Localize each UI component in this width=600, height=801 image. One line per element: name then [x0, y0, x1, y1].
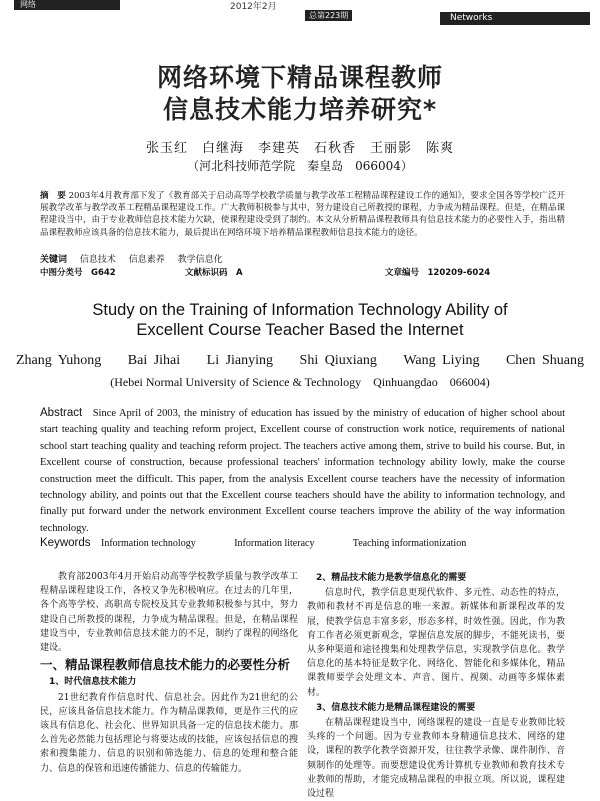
- body-right-column: [307, 570, 565, 801]
- subsection-heading: 2、精品技术能力是教学信息化的需要: [316, 573, 467, 583]
- body-paragraph: 在精品课程建设当中，网络课程的建设一直是专业教师比较头疼的一个问题。因为专业教师本身精通信息技术、网络的建设，课程的教学化教学资源开发，往往教学录像、课件制作、音频制作的处理等。而要想建设优秀计算机专业教师和教育技术专业教师的帮助，才能完成精品课程的申报立项。所以说，课程建设过程: [307, 718, 565, 800]
- abstract-cn-text: 2003年4月教育部下发了《教育部关于启动高等学校教学质量与教学改革工程精品课程建设工作的通知》，要求全国各等学校广泛开展教学改革与教学改革工程精品课程建设工作。广大教师积极参与其中，努力建设自己所教授的课程，力争成为精品课程。但是，在精品课程建设当中，由于专业教师信息技术能力欠缺，使课程建设受到了制约。本文从分析精品课程教师具有信息技术能力的必要性入手，指出精品课程教师应该具备的信息技术能力，最后提出在网络环境下培养精品课程教师信息技术能力的途径。: [40, 191, 565, 238]
- author-en: Bai Jihai: [127, 353, 181, 368]
- section-label: Networks: [440, 12, 590, 25]
- abstract-en: [40, 405, 565, 537]
- keyword-en: Information technology: [101, 538, 196, 549]
- authors-en: [0, 353, 600, 369]
- authors-cn: 张玉红 白继海 李建英 石秋香 王丽影 陈爽: [145, 141, 454, 156]
- keyword-en: Teaching informationization: [352, 538, 467, 549]
- keyword-cn: 信息技术: [79, 255, 116, 265]
- keywords-cn: [40, 252, 223, 265]
- body-paragraph: 21世纪教育作信息时代、信息社会。因此作为21世纪的公民，应该具备信息技术能力。作为精品课教师，更是作三代的应该具有信息化、社会化、世界知识具备一定的信息技术能力。那么首先必然能力包括理论与将要达成的技能，应该包括信息的搜索和搜集能力、信息的识别和筛选能力、信息的处理和整合能力、信息的保管和迅速传播能力、信息的传输能力。: [40, 692, 298, 774]
- keyword-cn: 信息素养: [128, 255, 165, 265]
- journal-mark: 网络: [14, 0, 120, 10]
- author-en: Zhang Yuhong: [15, 353, 102, 368]
- author-en: Li Jianying: [206, 353, 274, 368]
- affiliation-cn: （河北科技师范学院 秦皇岛 066004）: [187, 159, 413, 173]
- title-en: [0, 300, 600, 340]
- author-en: Chen Shuang: [505, 353, 585, 368]
- subsection-heading: 1、时代信息技术能力: [49, 677, 137, 688]
- body-paragraph: 信息时代，教学信息更现代软件、多元性、动态性的特点，教师和教材不再是信息的唯一来源。新媒体和新课程改革的发展，使教学信息丰富多彩，形态多样，时效性强。因此，作为教育工作者必须更新观念，掌握信息发展的脚步，不能死读书，要从多种渠道和途径搜集和处理教学信息，实现教学信息化。教学信息化的基本特征是数字化、网络化、智能化和多媒体化，精品课教师要学会处理文本、声音、图片、视频、动画等多媒体素材。: [307, 588, 565, 698]
- keywords-cn-label: 关键词: [40, 255, 68, 265]
- keyword-cn: 教学信息化: [177, 255, 223, 265]
- keyword-en: Information literacy: [234, 538, 315, 549]
- abstract-cn: [40, 190, 565, 239]
- title-en-line2: Excellent Course Teacher Based the Internet: [136, 321, 464, 339]
- abstract-cn-label: 摘 要: [40, 191, 66, 201]
- page-header: [0, 0, 600, 23]
- title-cn-line2: 信息技术能力培养研究*: [162, 95, 438, 124]
- issue-number: 总第223期: [305, 10, 352, 21]
- keywords-en-label: Keywords: [40, 537, 91, 549]
- affiliation-en: (Hebei Normal University of Science & Technology Qinhuangdao 066004): [110, 375, 490, 389]
- section-heading: 一、精品课程教师信息技术能力的必要性分析: [40, 657, 291, 673]
- document-code: 文献标识码 A: [185, 268, 243, 278]
- author-en: Wang Liying: [403, 353, 480, 368]
- abstract-en-label: Abstract: [40, 407, 83, 419]
- author-en: Shi Qiuxiang: [299, 353, 377, 368]
- body-left-column: [40, 570, 298, 776]
- subsection-heading: 3、信息技术能力是精品课程建设的需要: [316, 702, 476, 713]
- clc-number: 中图分类号 G642: [40, 268, 116, 278]
- keywords-en: [40, 537, 565, 549]
- article-number: 文章编号 120209-6024: [385, 268, 491, 278]
- abstract-en-text: Since April of 2003, the ministry of education has issued by the ministry of education of higher school about start teaching quality and teaching reform project, Excellent course of construction work notice, requirements of national school start teaching quality and teaching reform project. The teachers active among them, strive to build his course. But, in Excellent course of construction, because professional teachers' information technology ability lowly, make the course construction meet the difficult. This paper, from the analysis Excellent course teachers have the necessity of information technology ability, and points out that the Excellent course teachers should have the ability to information technology, and finally put forward under the network environment Excellent course teachers improve the ability of the way information technology.: [40, 408, 565, 534]
- body-paragraph: 教育部2003年4月开始启动高等学校教学质量与教学改革工程精品课程建设工作，各校又争先积极响应。在过去的几年里，各个高等学校、高职高专院校及其专业教师积极参与其中，努力建设自己所教授的课程，力争成为精品课程。但是，在精品课程建设当中，专业教师信息技术能力的不足，制约了课程的网络化建设。: [40, 572, 298, 654]
- issue-date: 2012年2月: [230, 2, 277, 12]
- title-en-line1: Study on the Training of Information Technology Ability of: [92, 301, 508, 319]
- title-cn-line1: 网络环境下精品课程教师: [156, 63, 443, 92]
